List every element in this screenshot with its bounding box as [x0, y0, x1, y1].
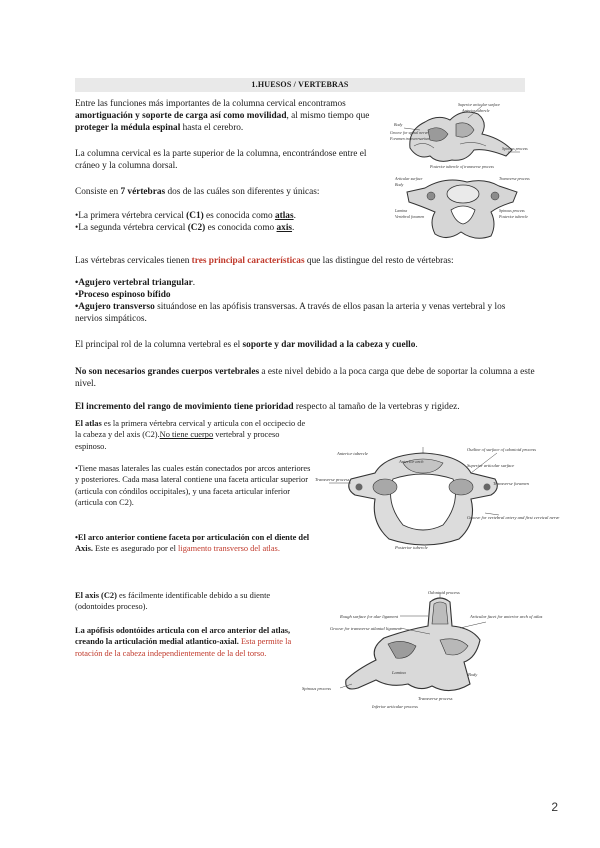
svg-text:Superior articular surface: Superior articular surface [458, 102, 500, 107]
svg-text:Transverse process: Transverse process [499, 176, 530, 181]
intro-paragraph-2: La columna cervical es la parte superior de la columna, encontrándose entre el cráneo y la columna dorsal. [75, 149, 367, 172]
svg-text:Anterior tubercle: Anterior tubercle [462, 108, 490, 113]
intro-paragraph-3: Consiste en 7 vértebras dos de las cuáles son diferentes y únicas: [75, 187, 320, 197]
svg-text:Rough surface for alar ligamen: Rough surface for alar ligament [340, 614, 398, 619]
page-number: 2 [551, 800, 558, 814]
svg-text:Body: Body [394, 122, 403, 127]
atlas-paragraph-2: •Tiene masas laterales las cuales están conectados por arcos anteriores y posteriores. Cada masa lateral contiene una faceta articular superior (articula con cóndilos occipitales), y una faceta articular inferior (articula con C2). [75, 464, 311, 508]
svg-text:Body: Body [395, 182, 404, 187]
atlas-paragraph-1: El atlas es la primera vértebra cervical y articula con el occipecio de la cabeza y del axis (C2).No tiene cuerpo vertebral y proceso espinoso. [75, 419, 306, 451]
svg-text:Spinous process: Spinous process [502, 146, 528, 151]
svg-text:Outline of surface of odontoid: Outline of surface of odontoid process [467, 447, 536, 452]
svg-text:Articular surface: Articular surface [395, 176, 423, 181]
svg-text:Posterior tubercle: Posterior tubercle [395, 545, 428, 550]
svg-text:Posterior tubercle of transver: Posterior tubercle of transverse process [430, 164, 494, 169]
svg-text:Spinous process: Spinous process [499, 208, 525, 213]
axis-paragraph-1: El axis (C2) es fácilmente identificable debido a su diente (odontoides proceso). [75, 591, 271, 612]
svg-text:Vertebral foramen: Vertebral foramen [395, 214, 425, 219]
svg-text:Anterior tubercle: Anterior tubercle [337, 451, 368, 456]
svg-text:Spinous process: Spinous process [302, 686, 331, 691]
svg-text:Transverse process: Transverse process [315, 477, 350, 482]
no-large-bodies-paragraph: No son necesarios grandes cuerpos vertebrales a este nivel debido a la poca carga que debe de soportar la columna a este nivel. [75, 367, 535, 390]
atlas-paragraph-3: •El arco anterior contiene faceta por articulación con el diente del Axis. Este es asegurado por el ligamento transverso del atlas. [75, 533, 310, 554]
svg-text:Lamina: Lamina [392, 670, 406, 675]
c1-line: •La primera vértebra cervical (C1) es conocida como atlas. [75, 211, 296, 221]
svg-text:Articular facet for anterior a: Articular facet for anterior arch of atlas [470, 614, 543, 619]
svg-text:Posterior tubercle: Posterior tubercle [499, 214, 529, 219]
svg-text:Inferior articular process: Inferior articular process [372, 704, 418, 709]
svg-text:Groove for transverse atlantal: Groove for transverse atlantal ligament [330, 626, 402, 631]
svg-text:Body: Body [468, 672, 478, 677]
feature-2: •Proceso espinoso bífido [75, 290, 171, 300]
features-lead: Las vértebras cervicales tienen tres principal características que las distingue del resto de vértebras: [75, 256, 454, 266]
svg-text:Odontoid process: Odontoid process [428, 590, 460, 595]
axis-paragraph-2: La apófisis odontóides articula con el arco anterior del atlas, creando la articulación medial atlantico-axial. Esta permite la rotación de la cabeza independientemente de la del torso. [75, 626, 292, 658]
role-paragraph: El principal rol de la columna vertebral es el soporte y dar movilidad a la cabeza y cuello. [75, 340, 418, 350]
c2-line: •La segunda vértebra cervical (C2) es conocida como axis. [75, 223, 295, 233]
intro-paragraph-1: Entre las funciones más importantes de la columna cervical encontramos amortiguación y soporte de carga así como movilidad, al mismo tiempo que proteger la médula espinal hasta el cerebro. [75, 99, 370, 134]
feature-3: •Agujero transverso situándose en las apófisis transversas. A través de ellos pasan la arteria y venas vertebral y los nervios simpáticos. [75, 302, 506, 325]
cervical-vertebra-superior-figure [395, 172, 530, 244]
svg-text:Groove for spinal nerve: Groove for spinal nerve [390, 130, 429, 135]
svg-text:Foramen transversarium: Foramen transversarium [390, 136, 431, 141]
svg-text:Superior articular surface: Superior articular surface [467, 463, 515, 468]
atlas-figure [315, 443, 560, 553]
axis-figure [300, 588, 543, 716]
range-paragraph: El incremento del rango de movimiento tiene prioridad respecto al tamaño de la vertebras y rigidez. [75, 402, 460, 412]
section-header: 1.HUESOS / VERTEBRAS [75, 78, 525, 92]
svg-text:Anterior arch: Anterior arch [399, 459, 424, 464]
cervical-vertebra-lateral-figure [390, 100, 530, 170]
svg-text:Lamina: Lamina [395, 208, 408, 213]
svg-text:Groove for vertebral artery an: Groove for vertebral artery and first cervical nerve [467, 515, 560, 520]
svg-text:Transverse foramen: Transverse foramen [493, 481, 529, 486]
svg-text:Transverse process: Transverse process [418, 696, 453, 701]
feature-1: •Agujero vertebral triangular. [75, 278, 196, 288]
